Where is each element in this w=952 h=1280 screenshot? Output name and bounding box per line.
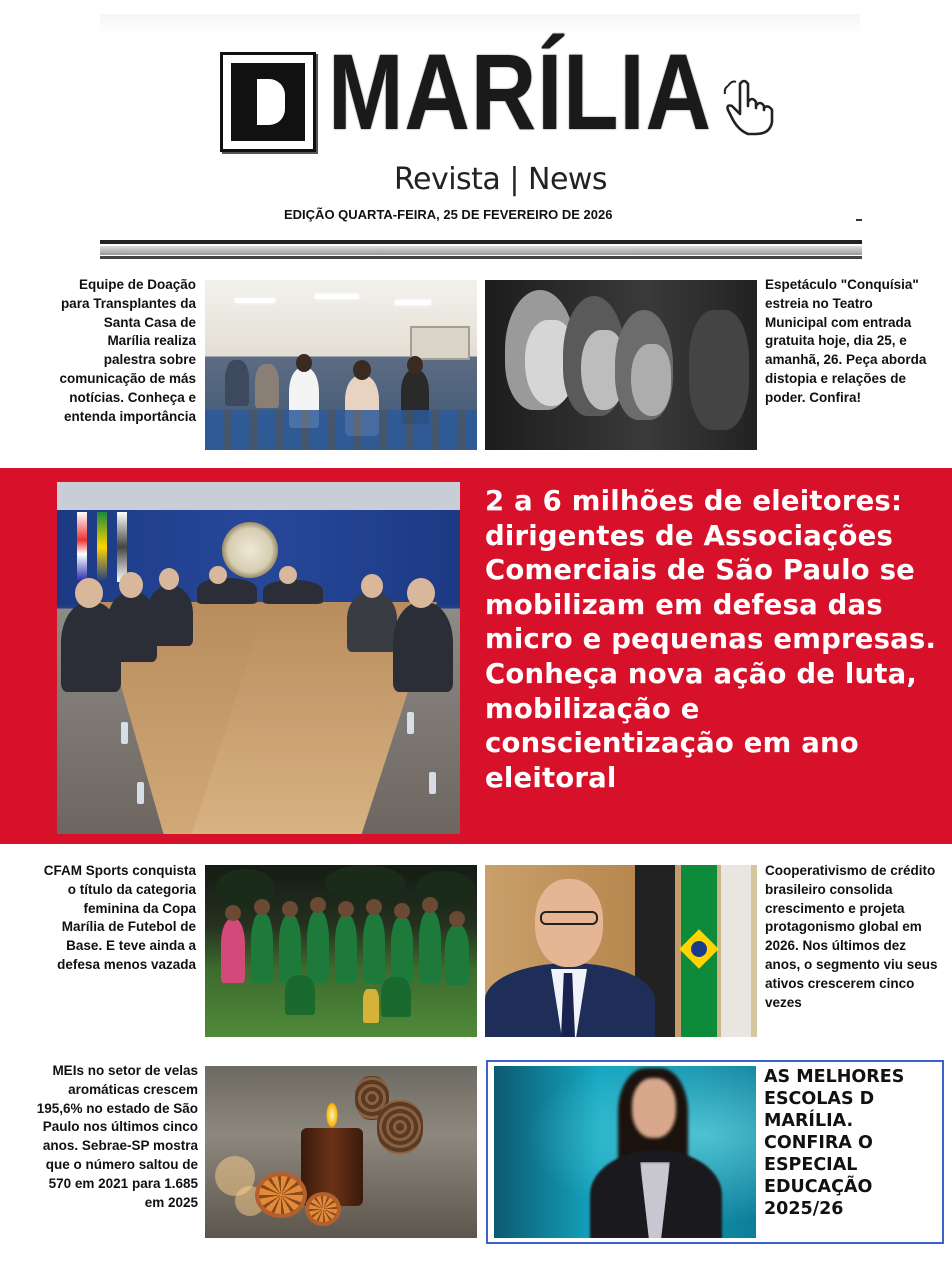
story-caption-theater[interactable]: Espetáculo "Conquísia" estreia no Teatro Municipal com entrada gratuita hoje, dia 25, e amanhã, 26. Peça aborda distopia e relações de poder. Confira! bbox=[765, 277, 927, 405]
pointing-hand-icon[interactable] bbox=[722, 76, 780, 136]
story-photo-theater[interactable] bbox=[485, 280, 757, 450]
featured-photo-meeting[interactable] bbox=[57, 482, 460, 834]
edition-date: EDIÇÃO QUARTA-FEIRA, 25 DE FEVEREIRO DE 2026 bbox=[284, 207, 613, 222]
story-caption-cfam[interactable]: CFAM Sports conquista o título da categoria feminina da Copa Marília de Futebol de Base. E teve ainda a defesa menos vazada bbox=[43, 863, 196, 972]
featured-headline[interactable]: 2 a 6 milhões de eleitores: dirigentes de Associações Comerciais de São Paulo se mobilizam em defesa das micro e pequenas empresas. Conheça nova ação de luta, mobilização e conscientização em ano eleitoral bbox=[485, 485, 937, 794]
story-photo-cfam-team[interactable] bbox=[205, 865, 477, 1037]
story-caption-cooperativism[interactable]: Cooperativismo de crédito brasileiro consolida crescimento e projeta protagonismo global em 2026. Nos últimos dez anos, o segmento viu seus ativos crescerem cinco vezes bbox=[765, 863, 938, 1010]
seal-emblem bbox=[222, 522, 278, 578]
story-caption-organ-donation[interactable]: Equipe de Doação para Transplantes da Santa Casa de Marília realiza palestra sobre comunicação de más notícias. Conheça e entenda importância bbox=[59, 277, 196, 424]
story-photo-cooperativism[interactable] bbox=[485, 865, 757, 1037]
site-subtitle: Revista | News bbox=[394, 162, 608, 197]
story-photo-organ-donation[interactable] bbox=[205, 280, 477, 450]
site-title[interactable]: MARÍLIA bbox=[328, 31, 712, 152]
story-photo-candles[interactable] bbox=[205, 1066, 477, 1238]
trophy-icon bbox=[363, 989, 379, 1023]
logo-d-mark[interactable] bbox=[220, 52, 316, 152]
candle-flame-icon bbox=[326, 1102, 338, 1128]
masthead bbox=[100, 14, 860, 264]
masthead-rule bbox=[100, 240, 862, 244]
story-caption-candles[interactable]: MEIs no setor de velas aromáticas crescem 195,6% no estado de São Paulo nos últimos cinco anos. Sebrae-SP mostra que o número saltou de 570 em 2021 para 1.685 em 2025 bbox=[36, 1063, 198, 1210]
special-education-photo[interactable] bbox=[494, 1066, 756, 1238]
special-education-caption[interactable]: AS MELHORES ESCOLAS D MARÍLIA. CONFIRA O ESPECIAL EDUCAÇÃO 2025/26 bbox=[764, 1067, 905, 1219]
